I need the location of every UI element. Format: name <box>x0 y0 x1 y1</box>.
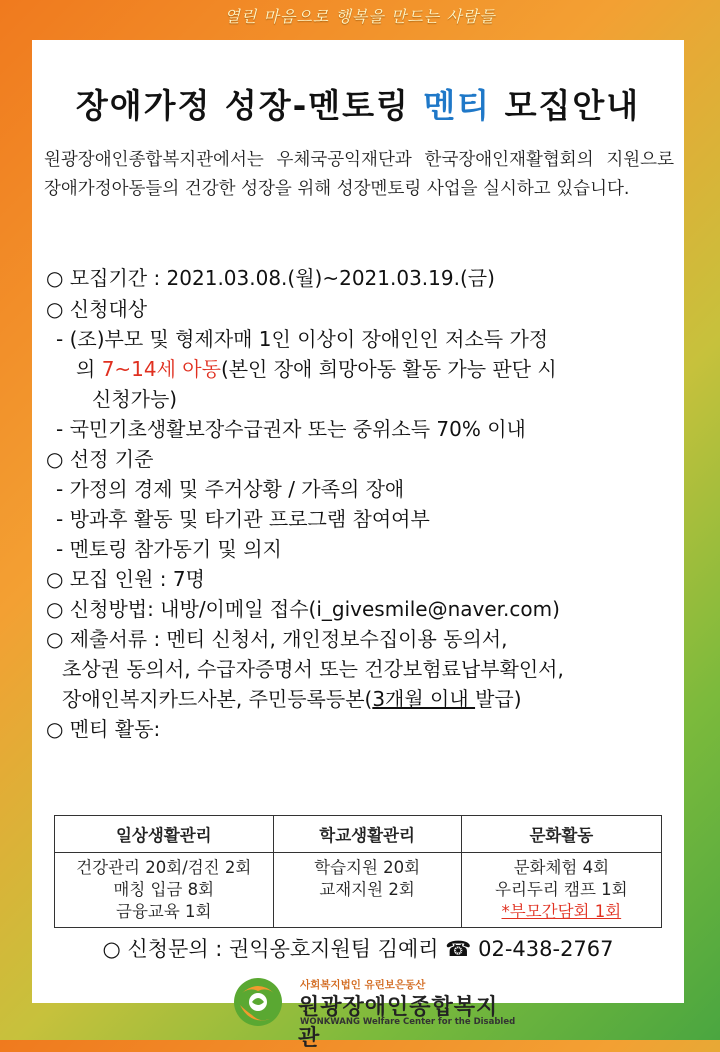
table-header: 일상생활관리 <box>55 816 274 853</box>
page-title: 장애가정 성장-멘토링 멘티 모집안내 <box>75 86 641 125</box>
org-logo <box>230 975 520 1051</box>
intro-paragraph: 원광장애인종합복지관에서는 우체국공익재단과 한국장애인재활협회의 지원으로 장애가정아동들의 건강한 성장을 위해 성장멘토링 사업을 실시하고 있습니다. <box>44 150 674 199</box>
title-highlight: 멘티 <box>423 86 492 125</box>
method-line: ○ 신청방법: 내방/이메일 접수(i_givesmile@naver.com) <box>46 597 560 621</box>
table-cell: 문화체험 4회 우리두리 캠프 1회 *부모간담회 1회 <box>461 853 661 928</box>
activity-heading: ○ 멘티 활동: <box>46 717 161 741</box>
phone-icon: ☎ <box>445 937 472 961</box>
criteria-item: - 가정의 경제 및 주거상황 / 가족의 장애 <box>56 477 405 501</box>
period-line: ○ 모집기간 : 2021.03.08.(월)~2021.03.19.(금) <box>46 266 495 290</box>
contact-line: ○ 신청문의 : 권익옹호지원팀 김예리 ☎ 02-438-2767 <box>102 937 614 961</box>
notice-panel <box>32 40 684 1051</box>
table-row <box>55 853 662 928</box>
phone-number: 02-438-2767 <box>478 937 614 961</box>
logo-english-name: WONKWANG Welfare Center for the Disabled <box>300 1017 516 1027</box>
table-cell: 학습지원 20회 교재지원 2회 <box>273 853 461 928</box>
table-header: 문화활동 <box>461 816 661 853</box>
slogan: 열린 마음으로 행복을 만드는 사람들 <box>224 7 496 26</box>
target-heading: ○ 신청대상 <box>46 297 148 321</box>
parent-meeting: *부모간담회 1회 <box>501 902 622 921</box>
headcount-line: ○ 모집 인원 : 7명 <box>46 567 205 591</box>
target-line: - (조)부모 및 형제자매 1인 이상이 장애인인 저소득 가정 <box>56 327 549 351</box>
documents-line: 초상권 동의서, 수급자증명서 또는 건강보험료납부확인서, <box>62 657 564 681</box>
target-line: - 국민기초생활보장수급권자 또는 중위소득 70% 이내 <box>56 417 526 441</box>
criteria-heading: ○ 선정 기준 <box>46 447 154 471</box>
notice-body <box>46 262 676 744</box>
table-header: 학교생활관리 <box>273 816 461 853</box>
criteria-item: - 멘토링 참가동기 및 의지 <box>56 537 282 561</box>
logo-name: 원광장애인종합복지관 <box>298 995 499 1051</box>
documents-line: 장애인복지카드사본, 주민등록등본(3개월 이내 발급) <box>62 687 522 711</box>
documents-line: ○ 제출서류 : 멘티 신청서, 개인정보수집이용 동의서, <box>46 627 508 651</box>
target-line: 의 7~14세 아동(본인 장애 희망아동 활동 가능 판단 시 <box>76 357 557 381</box>
activity-table <box>54 815 662 928</box>
table-cell: 건강관리 20회/검진 2회 매칭 입금 8회 금융교육 1회 <box>55 853 274 928</box>
logo-subtitle: 사회복지법인 유린보은동산 <box>300 979 426 991</box>
target-line: 신청가능) <box>92 387 178 411</box>
target-age: 7~14세 아동 <box>101 357 221 381</box>
logo-emblem-icon <box>230 975 290 1029</box>
criteria-item: - 방과후 활동 및 타기관 프로그램 참여여부 <box>56 507 430 531</box>
